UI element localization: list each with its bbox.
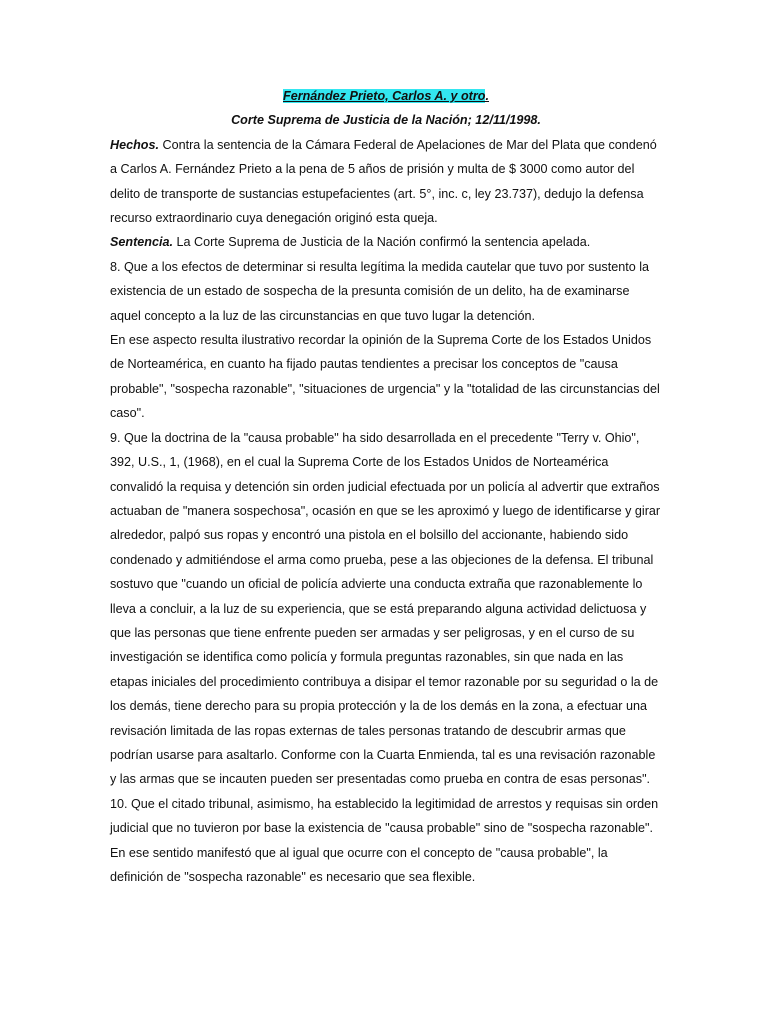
- hechos-text: Contra la sentencia de la Cámara Federal de Apelaciones de Mar del Plata que condenó a Carlos A. Fernández Prieto a la pena de 5 años de prisión y multa de $ 3000 como autor del delito de transporte de sustancias estupefacientes (art. 5°, inc. c, ley 23.737), dedujo la defensa recurso extraordinario cuya denegación originó esta queja.: [110, 137, 657, 226]
- paragraph-9: 9. Que la doctrina de la "causa probable" ha sido desarrollada en el precedente "Terry v. Ohio", 392, U.S., 1, (1968), en el cual la Suprema Corte de los Estados Unidos de Norteamérica convalidó la requisa y detención sin orden judicial efectuada por un policía al advertir que extraños actuaban de "manera sospechosa", ocasión en que se les aproximó y luego de identificarse y girar alrededor, palpó sus ropas y encontró una pistola en el bolsillo del accionante, habiendo sido condenado y admitiéndose el arma como prueba, pese a las objeciones de la defensa. El tribunal sostuvo que "cuando un oficial de policía advierte una conducta extraña que razonablemente lo lleva a concluir, a la luz de su experiencia, que se está preparando alguna actividad delictuosa y que las personas que tiene enfrente pueden ser armadas y ser peligrosas, y en el curso de su investigación se identifica como policía y formula preguntas razonables, sin que nada en las etapas iniciales del procedimiento contribuya a disipar el temor razonable por su seguridad o la de los demás, tiene derecho para su propia protección y la de los demás en la zona, a efectuar una revisación limitada de las ropas externas de tales personas tratando de descubrir armas que podrían usarse para asaltarlo. Conforme con la Cuarta Enmienda, tal es una revisación razonable y las armas que se incauten pueden ser presentadas como prueba en contra de esas personas".: [110, 430, 661, 787]
- document-page: [110, 84, 662, 889]
- case-name-period: .: [485, 89, 489, 103]
- case-name-highlight: Fernández Prieto, Carlos A. y otro: [283, 89, 486, 103]
- hechos-label: Hechos.: [110, 137, 159, 152]
- paragraph-illustrative: En ese aspecto resulta ilustrativo recordar la opinión de la Suprema Corte de los Estados Unidos de Norteamérica, en cuanto ha fijado pautas tendientes a precisar los conceptos de "causa probable", "sospecha razonable", "situaciones de urgencia" y la "totalidad de las circunstancias del caso".: [110, 333, 660, 421]
- hechos-paragraph: [110, 133, 662, 231]
- case-title: [110, 84, 662, 108]
- paragraph-8: 8. Que a los efectos de determinar si resulta legítima la medida cautelar que tuvo por sustento la existencia de un estado de sospecha de la presunta comisión de un delito, ha de examinarse aquel concepto a la luz de las circunstancias en que tuvo lugar la detención.: [110, 259, 650, 323]
- sentencia-paragraph: [110, 230, 662, 254]
- court-line: Corte Suprema de Justicia de la Nación; 12/11/1998.: [231, 113, 541, 128]
- sentencia-text: La Corte Suprema de Justicia de la Nación confirmó la sentencia apelada.: [173, 235, 591, 250]
- paragraph-10: 10. Que el citado tribunal, asimismo, ha establecido la legitimidad de arrestos y requisas sin orden judicial que no tuvieron por base la existencia de "causa probable" sino de "sospecha razonable". En ese sentido manifestó que al igual que ocurre con el concepto de "causa probable", la definición de "sospecha razonable" es necesario que sea flexible.: [110, 796, 659, 884]
- sentencia-label: Sentencia.: [110, 235, 173, 250]
